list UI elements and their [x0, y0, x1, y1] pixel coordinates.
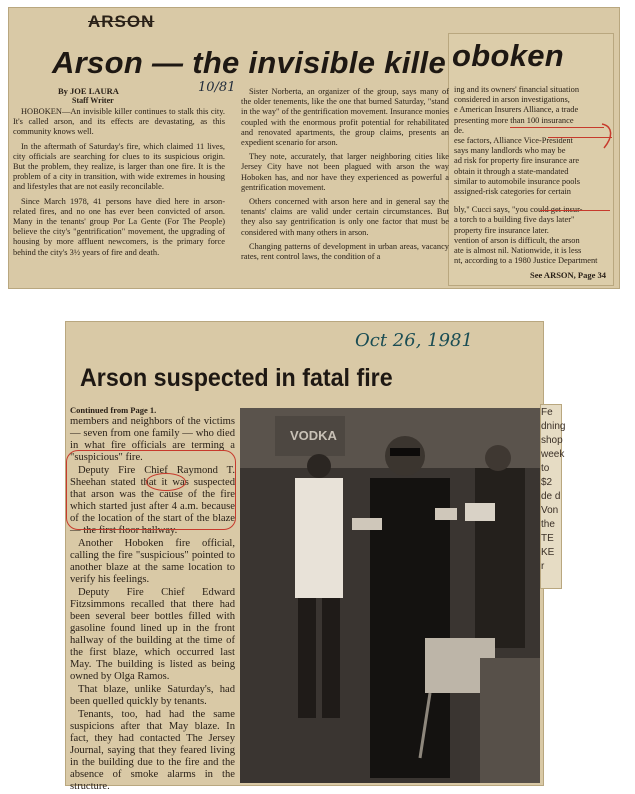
top-headline: Arson — the invisible kille	[52, 45, 446, 80]
byline: By JOE LAURA	[58, 86, 119, 96]
news-photo	[240, 408, 540, 783]
handwritten-date-top: 10/81	[198, 80, 236, 95]
fragment: to $2	[541, 463, 553, 488]
edge-fragments	[541, 406, 566, 588]
fragment: KE	[541, 547, 555, 558]
top-column-1	[13, 107, 225, 262]
line: nt, according to a 1980 Justice Department	[454, 256, 598, 266]
paragraph: Deputy Fire Chief Raymond T. Sheehan stated that it was suspected that arson was the cause of the fire which started just after 4 a.m. because of the location of the start of the blaze — the first floor hallway.	[70, 465, 235, 536]
paragraph: Changing patterns of development in urban areas, vacancy rates, rent control laws, the condition of a	[241, 241, 449, 262]
line: a torch to a building five days later"	[454, 215, 575, 225]
jump-line: See ARSON, Page 34	[530, 270, 607, 280]
paragraph: That blaze, unlike Saturday's, had been quelled quickly by tenants.	[70, 684, 235, 707]
handwritten-date-bottom: Oct 26, 1981	[355, 330, 473, 351]
top-headline-continuation: oboken	[452, 38, 565, 73]
line: similar to automobile insurance pools	[454, 176, 581, 186]
top-column-2	[241, 87, 449, 266]
red-underline-insurance	[510, 127, 604, 128]
bottom-headline: Arson suspected in fatal fire	[80, 364, 393, 392]
paragraph: They note, accurately, that larger neighboring cities like Jersey City have not been plagued with arson the way Hoboken has, and nor have they experienced as powerful a gentrification movement.	[241, 152, 449, 192]
line: obtain it through a state-mandated	[454, 166, 569, 176]
fragment: Fe	[541, 407, 553, 418]
section-tag: ARSON	[88, 12, 155, 31]
paragraph: Sister Norberta, an organizer of the group, says many of the older tenements, like the one that burned Saturday, "stand in the way" of the gentrification movement. Insurance monies coupled with the enormous profit potential for rehabilitated and renovated apartments, the group claims, presents an expedient scenario for arson.	[241, 87, 449, 148]
fragment: week	[541, 449, 565, 460]
line: e American Insurers Alliance, a trade	[454, 105, 579, 115]
paragraph: Another Hoboken fire official, calling the fire "suspicious" pointed to another blaze at the same location to verify his feelings.	[70, 538, 235, 585]
line: de.	[454, 125, 464, 135]
byline-title: Staff Writer	[72, 96, 114, 105]
fragment: de d	[541, 491, 561, 502]
line: assigned-risk categories for certain	[454, 187, 571, 197]
line: vention of arson is difficult, the arson	[454, 235, 580, 245]
red-pen-loop	[66, 450, 236, 530]
paragraph: HOBOKEN—An invisible killer continues to stalk this city. It's called arson, and its effects are devastating, as this community knows well.	[13, 107, 225, 137]
paragraph: Others concerned with arson here and in general say the tenants' claims are valid under certain circumstances. But they also say gentrification is only one factor that must be considered with many others in arson.	[241, 197, 449, 237]
red-bracket-mark	[600, 122, 618, 152]
fragment: shop	[541, 435, 563, 446]
line: ese factors, Alliance Vice-President	[454, 136, 573, 146]
fragment: Von	[541, 505, 559, 516]
line: ing and its owners' financial situation	[454, 85, 580, 94]
line: ate is almost nil. Nationwide, it is less	[454, 246, 582, 256]
line: presenting more than 100 insurance	[454, 115, 574, 125]
paragraph: In the aftermath of Saturday's fire, which claimed 11 lives, city officials are searching for clues to its suspicious origin. But the problem, they realize, is larger than one fire. It is the problem of a city in transition, with wide extremes in housing and lifestyles that are not easily reconcilable.	[13, 141, 225, 192]
paragraph: members and neighbors of the victims — seven from one family — who died in what fire officials are terming a "suspicious" fire.	[70, 416, 235, 463]
line	[454, 197, 612, 205]
red-circle-arson	[146, 473, 186, 491]
fragment: r	[541, 561, 545, 572]
line: says many landlords who may be	[454, 146, 566, 156]
paragraph: Since March 1978, 41 persons have died here in arson-related fires, and no one has ever been convicted of arson. Many in the tenants' group Por La Gente (For The People) believe the city's "gentrification" movement, the upgrading of housing by more affluent newcomers, is the primary force behind the city's 3½ years of fire and death.	[13, 196, 225, 257]
fragment: dning	[541, 421, 566, 432]
photo-sign-text: VODKA	[290, 428, 337, 443]
fragment: TE	[541, 533, 554, 544]
paragraph: Tenants, too, had had the same suspicions after that May blaze. In fact, they had contacted The Jersey Journal, saying that they feared living in the building due to the fire and the absence of smoke alarms in the structure.	[70, 709, 235, 792]
line: property fire insurance later.	[454, 225, 549, 235]
top-column-3	[454, 85, 612, 266]
paragraph: Deputy Fire Chief Edward Fitzsimmons recalled that there had been several beer bottles filled with gasoline found lined up in the front hallway of the building at the time of the first blaze, which occurred last May. The building is listed as being owned by Olga Ramos.	[70, 587, 235, 682]
photo-scene	[240, 408, 540, 783]
red-underline-five-days	[540, 210, 610, 211]
line: ad risk for property fire insurance are	[454, 156, 580, 166]
line: considered in arson investigations,	[454, 95, 570, 105]
line: bly," Cucci says, "you could get insur-	[454, 205, 583, 215]
continued-line: Continued from Page 1.	[70, 405, 157, 415]
fragment: the	[541, 519, 555, 530]
